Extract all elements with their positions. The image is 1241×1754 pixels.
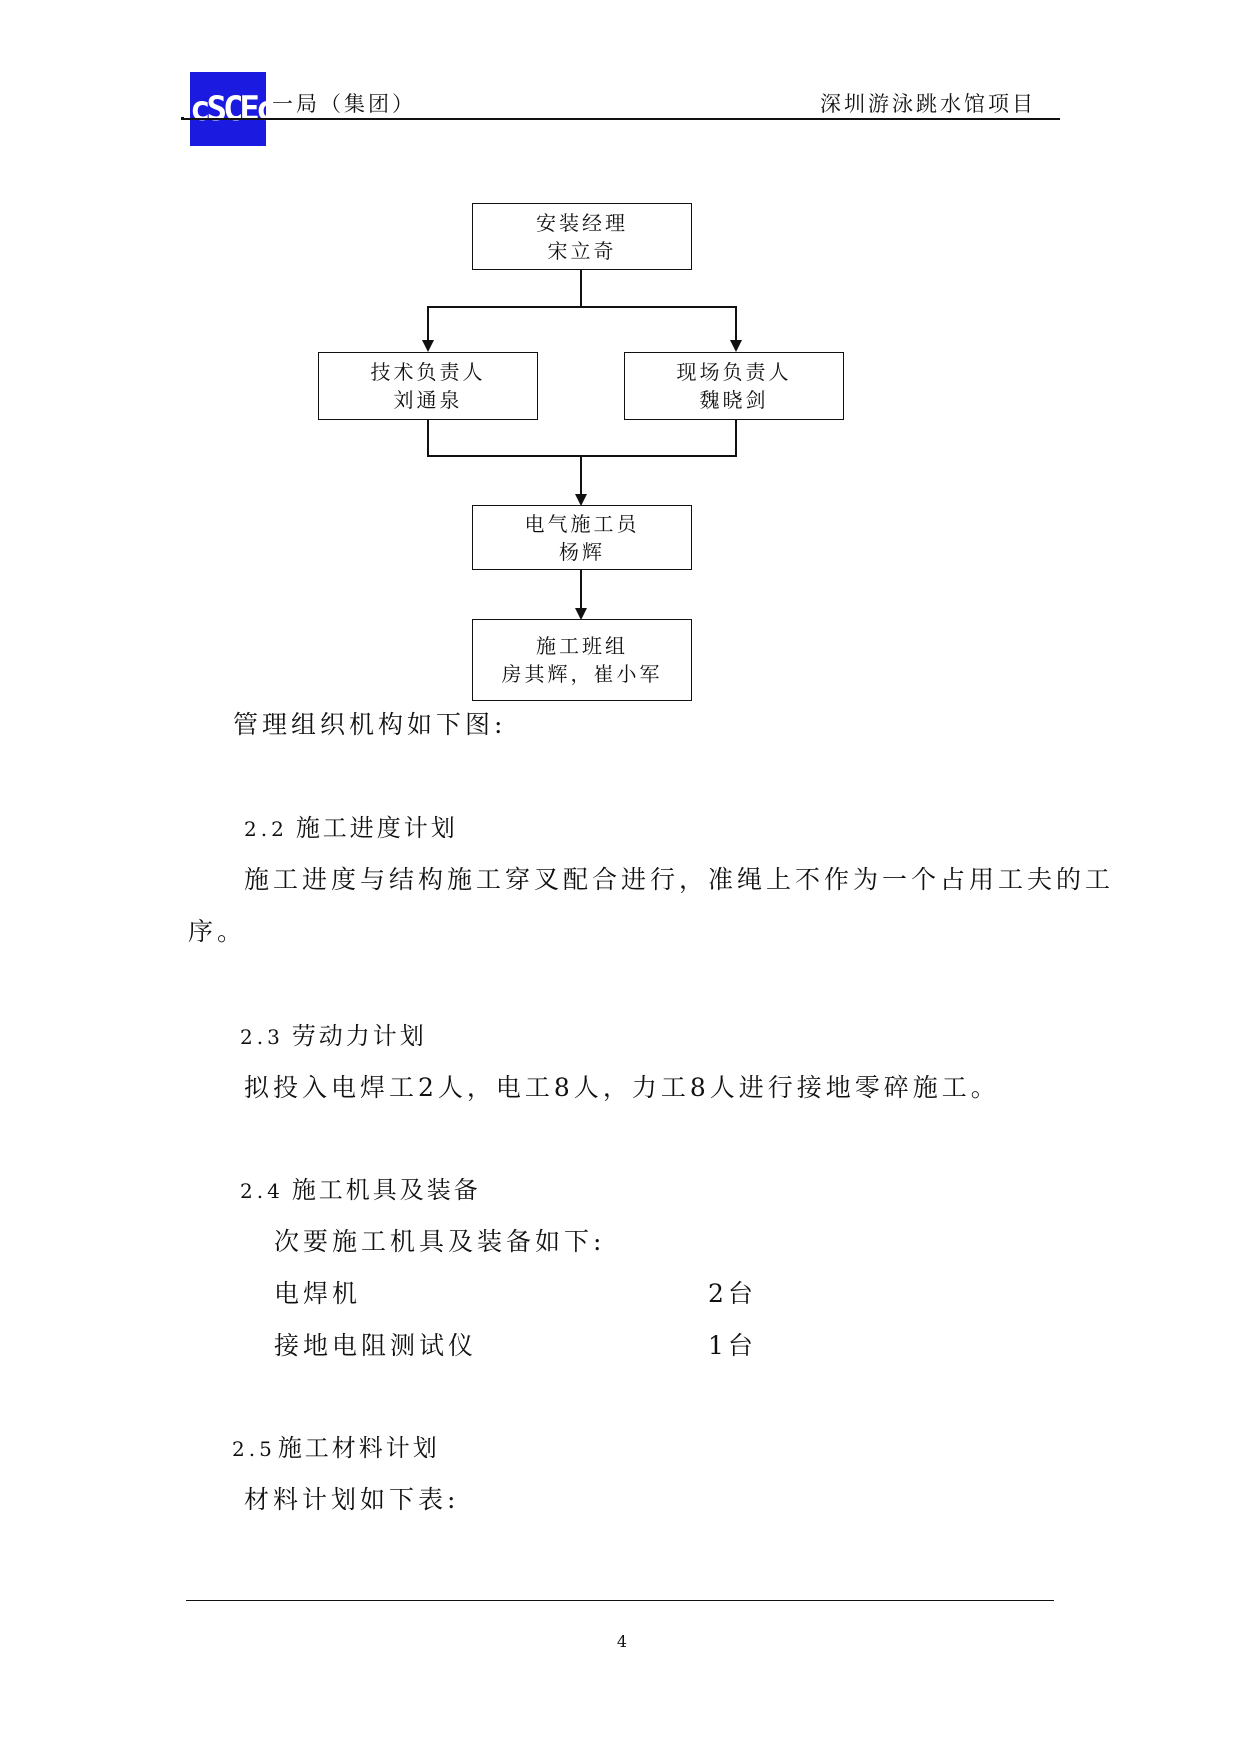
section-heading-2-5	[232, 1428, 440, 1463]
org-connector	[580, 455, 582, 496]
equipment-name: 电焊机	[274, 1279, 362, 1308]
section-number: 2.4	[240, 1179, 284, 1203]
header-rule	[184, 118, 1060, 120]
page-number: 4	[616, 1632, 628, 1651]
org-site-name: 魏晓剑	[699, 388, 769, 412]
org-manager-role: 安装经理	[536, 210, 628, 235]
org-connector	[580, 570, 582, 610]
equipment-name: 接地电阻测试仪	[274, 1331, 478, 1360]
org-box-tech	[318, 352, 538, 420]
paragraph: 拟投入电焊工2人，电工8人，力工8人进行接地零碎施工。	[244, 1073, 1000, 1102]
section-number: 2.3	[240, 1025, 284, 1049]
org-tech-role: 技术负责人	[370, 360, 486, 384]
org-chart-caption: 管理组织机构如下图:	[233, 710, 507, 739]
paragraph: 施工进度与结构施工穿叉配合进行，准绳上不作为一个占用工夫的工	[244, 865, 1115, 894]
org-connector	[735, 306, 737, 340]
footer-rule	[186, 1600, 1054, 1601]
org-box-electrician	[472, 505, 692, 570]
section-number: 2.5	[232, 1437, 276, 1461]
equipment-qty: 2台	[708, 1279, 757, 1308]
org-connector	[427, 306, 429, 340]
org-team-name: 房其辉，崔小军	[501, 662, 663, 686]
org-connector	[427, 455, 737, 457]
company-logo: cSCEc	[190, 72, 266, 146]
section-title: 劳动力计划	[291, 1022, 427, 1050]
section-title: 施工机具及装备	[291, 1176, 481, 1204]
org-connector	[735, 420, 737, 457]
section-title: 施工进度计划	[295, 814, 458, 842]
section-title: 施工材料计划	[277, 1434, 440, 1462]
org-team-role: 施工班组	[536, 634, 628, 658]
org-box-site	[624, 352, 844, 420]
equipment-qty: 1台	[708, 1331, 757, 1360]
org-connector	[427, 420, 429, 457]
paragraph: 材料计划如下表:	[244, 1485, 460, 1514]
org-connector	[427, 306, 737, 308]
section-heading-2-4	[240, 1170, 481, 1205]
paragraph: 次要施工机具及装备如下:	[274, 1227, 606, 1256]
org-box-team	[472, 619, 692, 701]
section-heading-2-3	[240, 1016, 427, 1051]
org-tech-name: 刘通泉	[393, 388, 463, 412]
org-connector	[580, 270, 582, 307]
header-project: 深圳游泳跳水馆项目	[820, 92, 1036, 116]
org-box-manager	[472, 203, 692, 270]
arrow-down-icon	[422, 340, 434, 352]
org-manager-name: 宋立奇	[547, 238, 617, 263]
org-electrician-name: 杨辉	[559, 539, 605, 564]
org-electrician-role: 电气施工员	[524, 511, 640, 536]
section-heading-2-2	[244, 808, 458, 843]
section-number: 2.2	[244, 817, 288, 841]
org-site-role: 现场负责人	[676, 360, 792, 384]
header-company: 一局（集团）	[272, 92, 416, 116]
paragraph: 序。	[188, 917, 247, 946]
arrow-down-icon	[730, 340, 742, 352]
